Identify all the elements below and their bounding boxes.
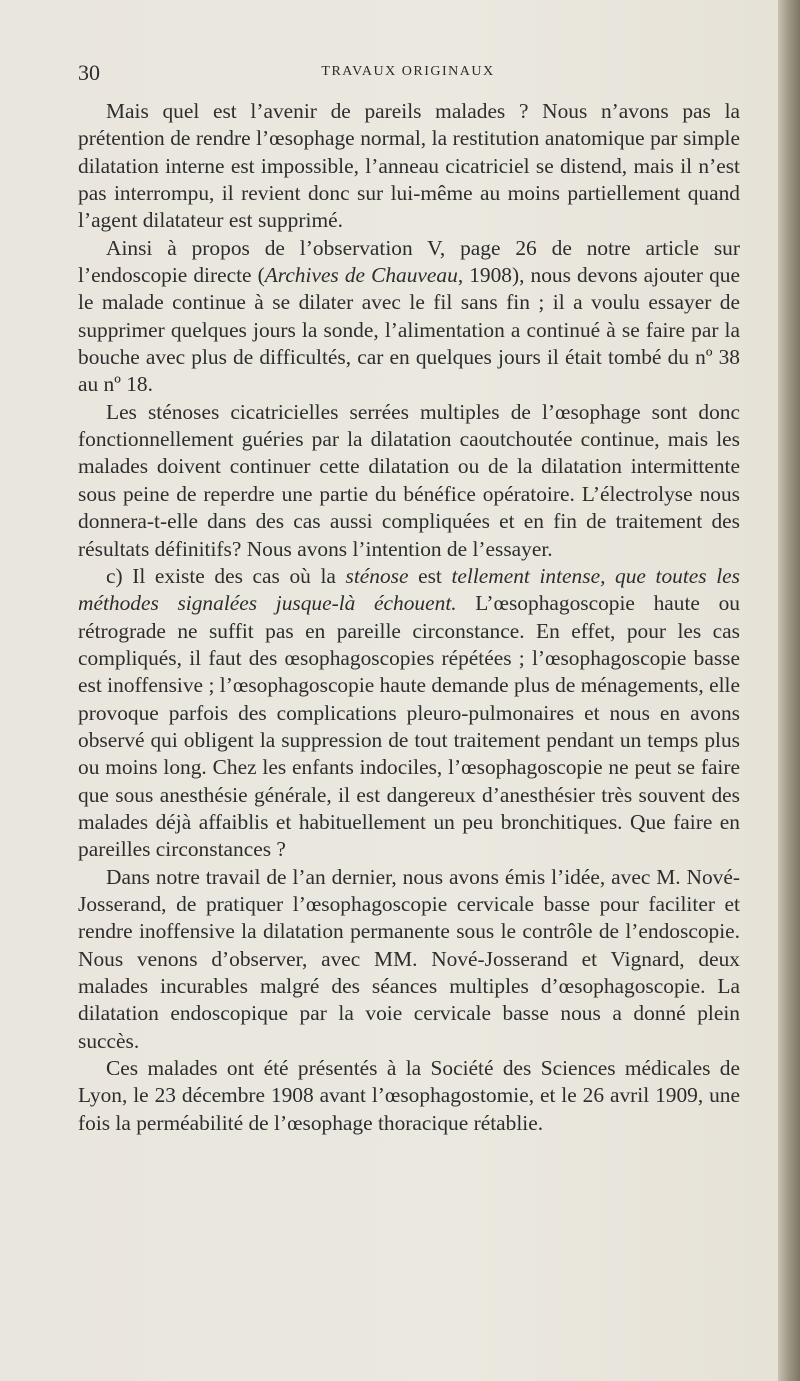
paragraph-2-start: Ainsi à propos de l’observation V, page 26 de notre article sur l’endoscopie directe (: [78, 235, 740, 288]
paragraph-2: [78, 235, 740, 399]
paragraph-4-lead: c) Il existe des cas où la: [106, 563, 346, 588]
paragraph-4-mid: est: [408, 563, 452, 588]
italic-stenose: sténose: [345, 563, 409, 588]
paragraph-5: Dans notre travail de l’an dernier, nous avons émis l’idée, avec M. Nové-Josserand, de pratiquer l’œsophagoscopie cervicale basse pour faciliter et rendre inoffensive la dilatation permanente sous le contrôle de l’endoscopie. Nous venons d’observer, avec MM. Nové-Josserand et Vignard, deux malades incurables malgré des séances multiples d’œsophagoscopie. La dilatation endoscopique par la voie cervicale basse nous a donné plein succès.: [78, 864, 740, 1053]
paragraph-6: Ces malades ont été présentés à la Société des Sciences médicales de Lyon, le 23 décembre 1908 avant l’œsophagostomie, et le 26 avril 1909, une fois la perméabilité de l’œsophage thoracique rétablie.: [78, 1056, 740, 1135]
paragraph-1: Mais quel est l’avenir de pareils malades ? Nous n’avons pas la prétention de rendre l’œsophage normal, la restitution anatomique par simple dilatation interne est impossible, l’anneau cicatriciel se distend, mais il n’est pas interrompu, il revient donc sur lui-même au moins partiellement quand l’agent dilatateur est supprimé.: [78, 99, 740, 233]
italic-emphasis: tellement intense, que toutes les méthodes signalées jusque-là échouent.: [78, 563, 740, 616]
body-text: [78, 98, 740, 1137]
paragraph-2-end: , 1908), nous devons ajouter que le malade continue à se dilater avec le fil sans fin ; il a voulu essayer de supprimer quelques jours la sonde, l’alimentation a continué à se faire par la bouche avec plus de difficultés, car en quelques jours il était tombé du nº 38 au nº 18.: [78, 263, 740, 397]
running-header: [78, 60, 738, 88]
page-number: 30: [78, 60, 100, 85]
paragraph-3: Les sténoses cicatricielles serrées multiples de l’œsophage sont donc fonctionnellement guéries par la dilatation caoutchoutée continue, mais les malades doivent continuer cette dilatation ou de la dilatation intermittente sous peine de reperdre une partie du bénéfice opératoire. L’électrolyse nous donnera-t-elle dans des cas aussi compliquées et en fin de traitement des résultats définitifs? Nous avons l’intention de l’essayer.: [78, 399, 740, 561]
page-edge-shadow: [778, 0, 800, 1381]
paragraph-4: [78, 563, 740, 864]
journal-title: Archives de Chauveau: [264, 263, 458, 288]
paragraph-4-end: L’œsophagoscopie haute ou rétrograde ne suffit pas en pareille circonstance. En effet, pour les cas compliqués, il faut des œsophagoscopies répétées ; l’œsophagoscopie basse est inoffensive ; l’œsophagoscopie haute demande plus de ménagements, elle provoque parfois des complications pleuro-pulmonaires et nous en avons observé qui obligent la suppression de tout traitement pendant un temps plus ou moins long. Chez les enfants indociles, l’œsophagoscopie ne peut se faire que sous anesthésie générale, il est dangereux d’anesthésier très souvent des malades déjà affaiblis et habituellement un peu bronchitiques. Que faire en pareilles circonstances ?: [78, 591, 741, 862]
running-title: TRAVAUX ORIGINAUX: [321, 64, 495, 79]
